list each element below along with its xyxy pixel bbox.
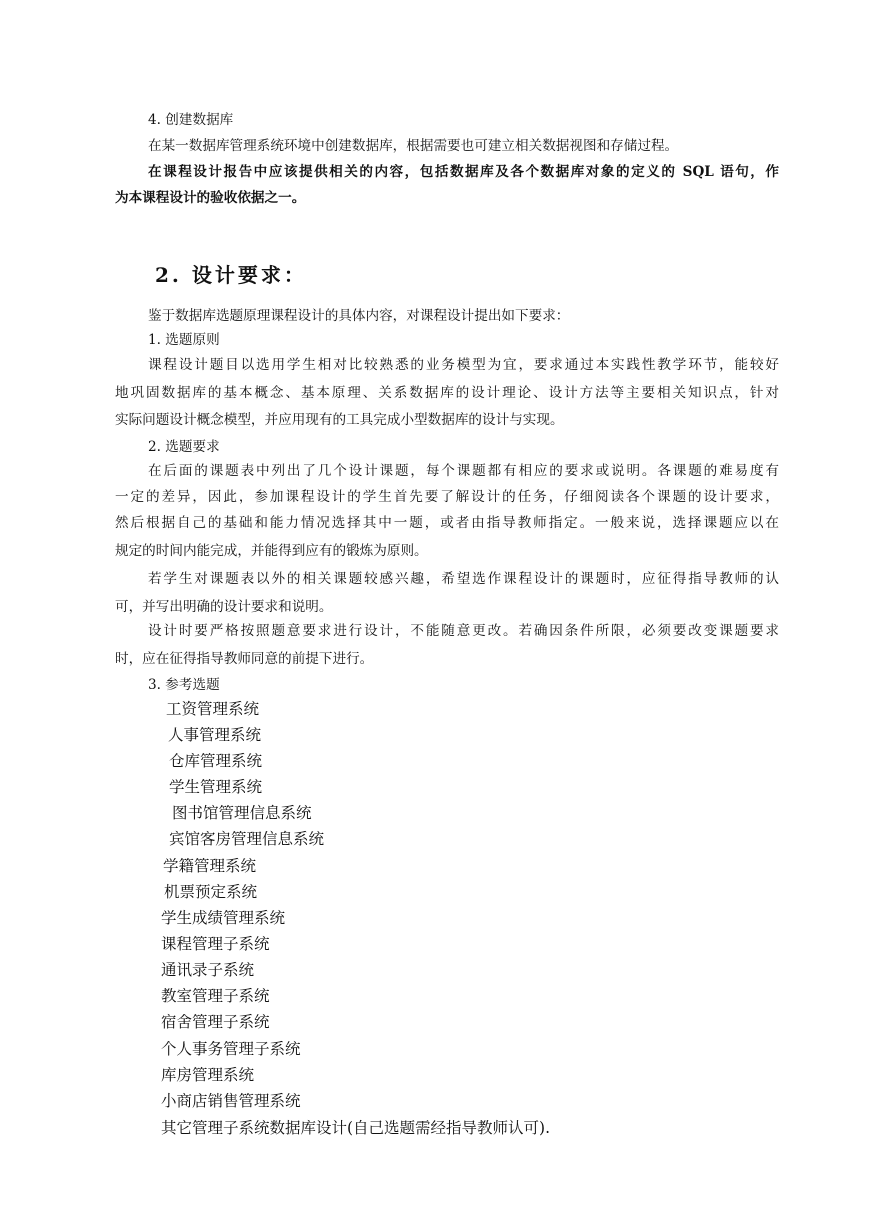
topic-item: 宿舍管理子系统 [161, 1013, 270, 1031]
item4-text: 在某一数据库管理系统环境中创建数据库，根据需要也可建立相关数据视图和存储过程。 [148, 138, 679, 154]
topic-item: 宾馆客房管理信息系统 [169, 830, 325, 848]
bold-note-line-1: 在课程设计报告中应该提供相关的内容，包括数据库及各个数据库对象的定义的 SQL 语句，作 [148, 164, 779, 180]
paragraph-2-line-3: 然后根据自己的基础和能力情况选择其中一题，或者由指导教师指定。一般来说，选择课题应以在 [115, 515, 779, 531]
topic-item: 小商店销售管理系统 [161, 1092, 301, 1110]
topic-item: 其它管理子系统数据库设计(自己选题需经指导教师认可). [161, 1119, 551, 1137]
paragraph-2-line-4: 规定的时间内能完成，并能得到应有的锻炼为原则。 [115, 543, 428, 559]
subsection-title-2: 2. 选题要求 [148, 439, 220, 455]
topic-item: 人事管理系统 [168, 726, 262, 744]
subsection-title-1: 1. 选题原则 [148, 332, 220, 348]
topic-item: 库房管理系统 [161, 1066, 255, 1084]
paragraph-2-line-1: 在后面的课题表中列出了几个设计课题，每个课题都有相应的要求或说明。各课题的难易度有 [148, 463, 779, 479]
topic-item: 教室管理子系统 [161, 987, 270, 1005]
topic-item: 学生管理系统 [169, 778, 263, 796]
paragraph-3-line-2: 可，并写出明确的设计要求和说明。 [115, 599, 333, 615]
section-heading: 2. 设计要求： [155, 263, 307, 287]
topic-item: 通讯录子系统 [161, 961, 255, 979]
paragraph-3-line-1: 若学生对课题表以外的相关课题较感兴趣，希望选作课程设计的课题时，应征得指导教师的认 [148, 571, 779, 587]
intro-paragraph: 鉴于数据库选题原理课程设计的具体内容，对课程设计提出如下要求： [148, 308, 570, 324]
topic-item: 个人事务管理子系统 [161, 1040, 301, 1058]
paragraph-4-line-1: 设计时要严格按照题意要求进行设计，不能随意更改。若确因条件所限，必须要改变课题要求 [148, 623, 779, 639]
paragraph-1-line-2: 地巩固数据库的基本概念、基本原理、关系数据库的设计理论、设计方法等主要相关知识点，针对 [115, 385, 779, 401]
topic-item: 学籍管理系统 [163, 857, 257, 875]
subsection-title-3: 3. 参考选题 [148, 677, 220, 693]
topic-item: 机票预定系统 [164, 883, 258, 901]
paragraph-1-line-1: 课程设计题目以选用学生相对比较熟悉的业务模型为宜，要求通过本实践性教学环节，能较好 [148, 357, 779, 373]
topic-item: 工资管理系统 [166, 700, 260, 718]
bold-note-line-2: 为本课程设计的验收依据之一。 [115, 190, 306, 206]
paragraph-4-line-2: 时，应在征得指导教师同意的前提下进行。 [115, 651, 374, 667]
paragraph-2-line-2: 一定的差异，因此，参加课程设计的学生首先要了解设计的任务，仔细阅读各个课题的设计要求， [115, 489, 779, 505]
topic-item: 学生成绩管理系统 [161, 909, 286, 927]
paragraph-1-line-3: 实际问题设计概念模型，并应用现有的工具完成小型数据库的设计与实现。 [115, 412, 564, 428]
topic-item: 仓库管理系统 [169, 752, 263, 770]
topic-item: 课程管理子系统 [161, 935, 270, 953]
topic-item: 图书馆管理信息系统 [172, 804, 312, 822]
item4-title: 4. 创建数据库 [148, 112, 234, 128]
